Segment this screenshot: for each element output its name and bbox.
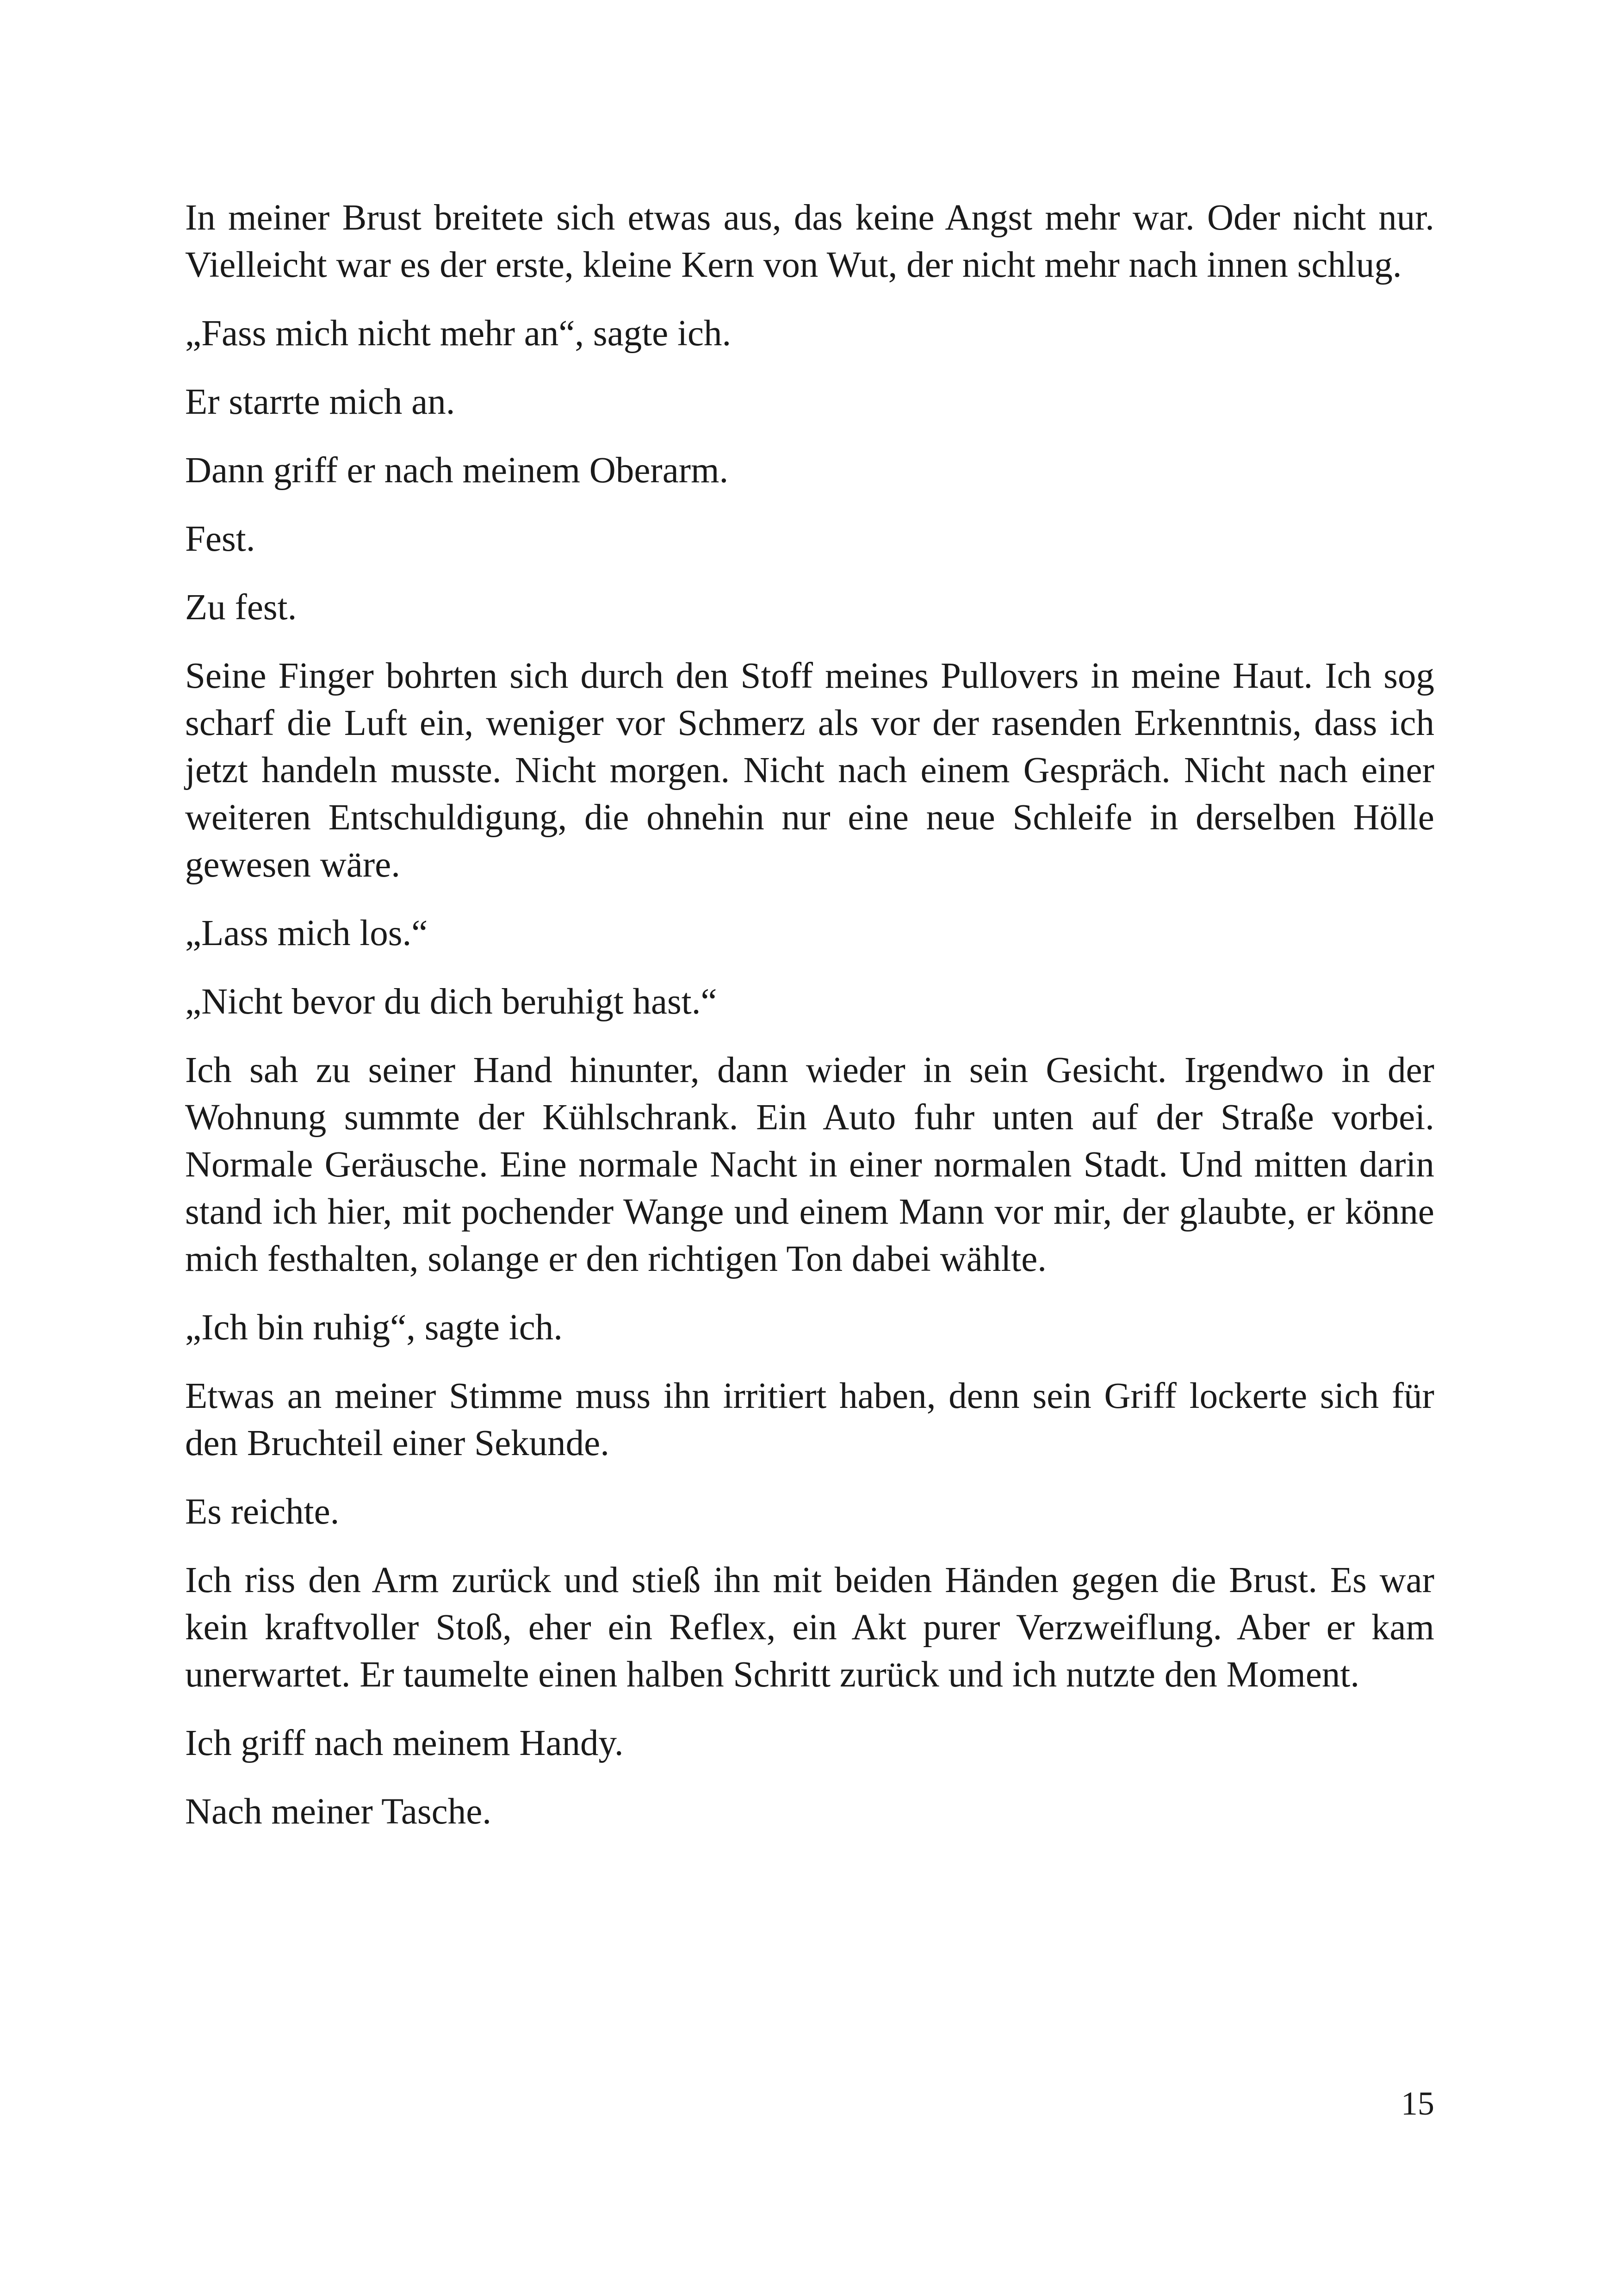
paragraph-10: Ich sah zu seiner Hand hinunter, dann wieder in sein Gesicht. Irgendwo in der Wohnung summte der Kühlschrank. Ein Auto fuhr unten auf der Straße vorbei. Normale Geräusche. Eine normale Nacht in einer normalen Stadt. Und mitten darin stand ich hier, mit pochender Wange und einem Mann vor mir, der glaubte, er könne mich festhalten, solange er den richtigen Ton dabei wählte. xyxy=(185,1050,1434,1279)
page-body xyxy=(185,194,1434,1857)
page-number: 15 xyxy=(1401,2085,1434,2122)
paragraph-6: Zu fest. xyxy=(185,587,297,628)
paragraph-14: Ich riss den Arm zurück und stieß ihn mit beiden Händen gegen die Brust. Es war kein kraftvoller Stoß, eher ein Reflex, ein Akt purer Verzweiflung. Aber er kam unerwartet. Er taumelte einen halben Schritt zurück und ich nutzte den Moment. xyxy=(185,1560,1434,1695)
paragraph-4: Dann griff er nach meinem Oberarm. xyxy=(185,450,729,491)
paragraph-1: In meiner Brust breitete sich etwas aus, das keine Angst mehr war. Oder nicht nur. Vielleicht war es der erste, kleine Kern von Wut, der nicht mehr nach innen schlug. xyxy=(185,198,1434,285)
paragraph-11: „Ich bin ruhig“, sagte ich. xyxy=(185,1307,563,1348)
paragraph-16: Nach meiner Tasche. xyxy=(185,1792,492,1832)
paragraph-8: „Lass mich los.“ xyxy=(185,913,428,953)
paragraph-7: Seine Finger bohrten sich durch den Stoff meines Pullovers in meine Haut. Ich sog scharf die Luft ein, weniger vor Schmerz als vor der rasenden Erkenntnis, dass ich jetzt handeln musste. Nicht morgen. Nicht nach einem Gespräch. Nicht nach einer weiteren Entschuldigung, die ohnehin nur eine neue Schleife in derselben Hölle gewesen wäre. xyxy=(185,656,1434,885)
paragraph-15: Ich griff nach meinem Handy. xyxy=(185,1723,624,1763)
paragraph-12: Etwas an meiner Stimme muss ihn irritiert haben, denn sein Griff lockerte sich für den Bruchteil einer Sekunde. xyxy=(185,1376,1434,1463)
paragraph-13: Es reichte. xyxy=(185,1492,340,1532)
paragraph-9: „Nicht bevor du dich beruhigt hast.“ xyxy=(185,982,717,1022)
paragraph-5: Fest. xyxy=(185,519,255,559)
paragraph-2: „Fass mich nicht mehr an“, sagte ich. xyxy=(185,313,732,354)
paragraph-3: Er starrte mich an. xyxy=(185,382,455,422)
